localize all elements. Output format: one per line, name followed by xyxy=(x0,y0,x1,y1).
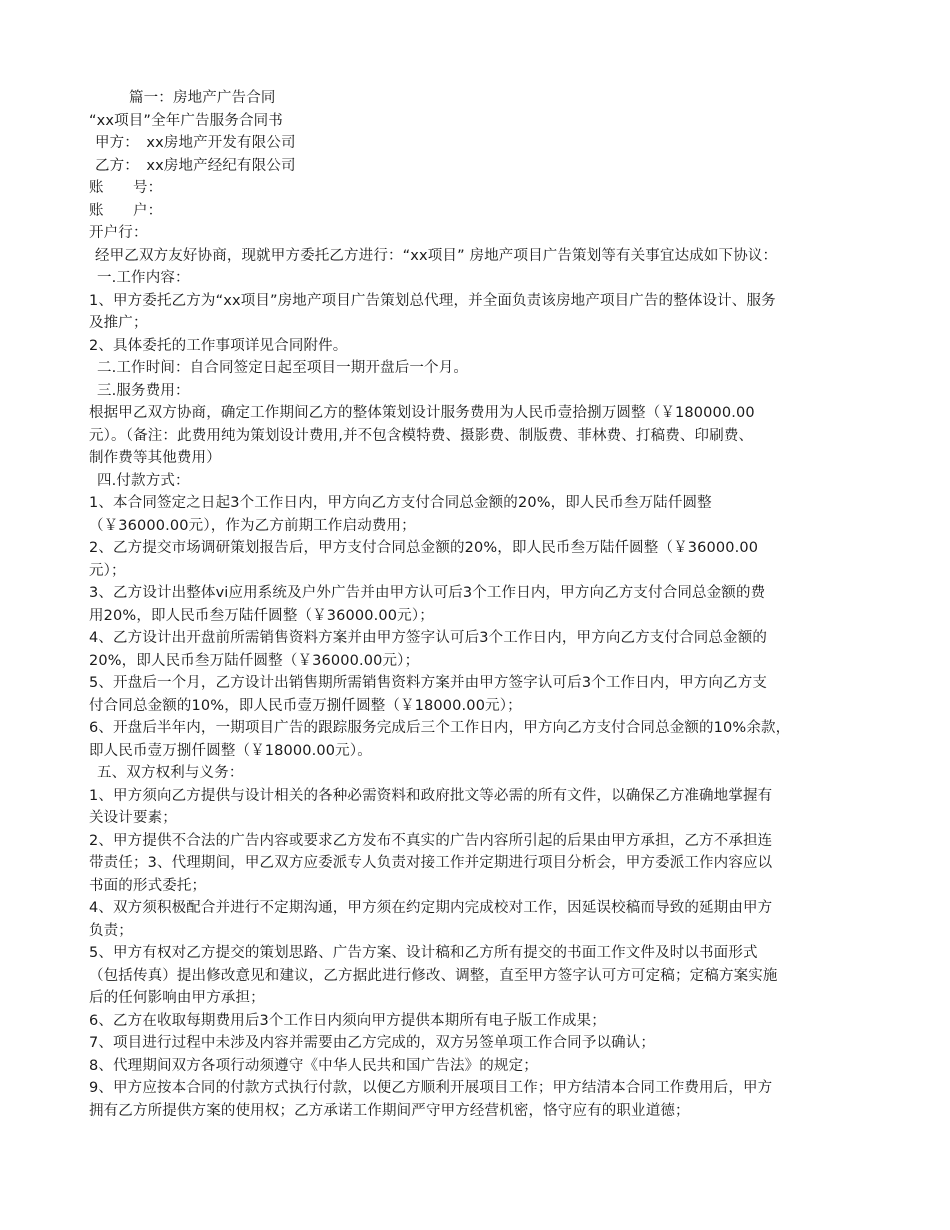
account-name-label: 账 户： xyxy=(89,202,163,219)
section-4-item-2-line-2: 元）； xyxy=(89,562,126,579)
section-4-item-5-line-1: 5、开盘后一个月，乙方设计出销售期所需销售资料方案并由甲方签字认可后3个工作日内，甲方向乙方支 xyxy=(89,675,767,691)
party-b: 乙方： xx房地产经纪有限公司 xyxy=(95,157,296,174)
section-5-item-7: 7、项目进行过程中未涉及内容并需要由乙方完成的，双方另签单项工作合同予以确认； xyxy=(89,1035,656,1051)
section-5-item-4-line-1: 4、双方须积极配合并进行不定期沟通，甲方须在约定期内完成校对工作，因延误校稿而导致的延期由甲方 xyxy=(89,900,773,916)
section-3-text-line-3: 制作费等其他费用） xyxy=(89,450,221,466)
section-5-item-8: 8、代理期间双方各项行动须遵守《中华人民共和国广告法》的规定； xyxy=(89,1057,538,1074)
section-4-item-1-line-1: 1、本合同签定之日起3个工作日内，甲方向乙方支付合同总金额的20%，即人民币叁万陆仟圆整 xyxy=(89,495,712,511)
section-5-item-1-line-2: 关设计要素； xyxy=(89,810,177,826)
section-4-item-5-line-2: 付合同总金额的10%，即人民币壹万捌仟圆整（￥18000.00元）； xyxy=(89,697,522,714)
account-number-label: 账 号： xyxy=(89,180,163,196)
preamble: 经甲乙双方友好协商，现就甲方委托乙方进行：“xx项目” 房地产项目广告策划等有关事宜达成如下协议： xyxy=(95,247,778,264)
section-5-item-1-line-1: 1、甲方须向乙方提供与设计相关的各种必需资料和政府批文等必需的所有文件，以确保乙方准确地掌握有 xyxy=(89,787,773,804)
section-4-item-6-line-2: 即人民币壹万捌仟圆整（￥18000.00元）。 xyxy=(89,742,372,759)
section-4-item-4-line-1: 4、乙方设计出开盘前所需销售资料方案并由甲方签字认可后3个工作日内，甲方向乙方支付合同总金额的 xyxy=(89,630,767,646)
contract-document xyxy=(89,87,869,1122)
section-5-item-6: 6、乙方在收取每期费用后3个工作日内须向甲方提供本期所有电子版工作成果； xyxy=(89,1012,606,1029)
section-1-item-1-line-2: 及推广； xyxy=(89,315,148,331)
section-4-item-2-line-1: 2、乙方提交市场调研策划报告后，甲方支付合同总金额的20%，即人民币叁万陆仟圆整（￥36000.00 xyxy=(89,540,759,556)
section-1-title: 一.工作内容： xyxy=(97,270,190,286)
contract-title: “xx项目”全年广告服务合同书 xyxy=(89,112,283,129)
section-5-item-2-line-2: 带责任；3、代理期间，甲乙双方应委派专人负责对接工作并定期进行项目分析会，甲方委派工作内容应以 xyxy=(89,855,773,871)
bank-label: 开户行： xyxy=(89,225,148,241)
section-5-item-5-line-3: 后的任何影响由甲方承担； xyxy=(89,990,265,1006)
section-5-item-9-line-1: 9、甲方应按本合同的付款方式执行付款，以便乙方顺利开展项目工作；甲方结清本合同工作费用后，甲方 xyxy=(89,1080,773,1096)
document-heading: 篇一：房地产广告合同 xyxy=(129,90,276,106)
section-5-item-5-line-1: 5、甲方有权对乙方提交的策划思路、广告方案、设计稿和乙方所有提交的书面工作文件及时以书面形式 xyxy=(89,945,758,961)
section-4-item-4-line-2: 20%，即人民币叁万陆仟圆整（￥36000.00元）； xyxy=(89,652,420,669)
section-5-item-9-line-2: 拥有乙方所提供方案的使用权；乙方承诺工作期间严守甲方经营机密，恪守应有的职业道德； xyxy=(89,1102,690,1119)
section-5-item-2-line-3: 书面的形式委托； xyxy=(89,877,207,894)
section-3-text-line-2: 元）。（备注：此费用纯为策划设计费用,并不包含模特费、摄影费、制版费、菲林费、打稿费、印刷费、 xyxy=(89,427,754,444)
section-4-item-3-line-2: 用20%，即人民币叁万陆仟圆整（￥36000.00元）； xyxy=(89,607,434,624)
section-3-title: 三.服务费用： xyxy=(97,382,190,399)
section-5-title: 五、双方权利与义务： xyxy=(97,765,244,781)
section-5-item-2-line-1: 2、甲方提供不合法的广告内容或要求乙方发布不真实的广告内容所引起的后果由甲方承担，乙方不承担连 xyxy=(89,832,773,849)
party-a: 甲方： xx房地产开发有限公司 xyxy=(95,135,296,151)
section-5-item-5-line-2: （包括传真）提出修改意见和建议，乙方据此进行修改、调整，直至甲方签字认可方可定稿；定稿方案实施 xyxy=(89,967,778,984)
section-2: 二.工作时间：自合同签定日起至项目一期开盘后一个月。 xyxy=(97,360,469,376)
section-1-item-2: 2、具体委托的工作事项详见合同附件。 xyxy=(89,337,348,354)
section-3-text-line-1: 根据甲乙双方协商，确定工作期间乙方的整体策划设计服务费用为人民币壹拾捌万圆整（￥180000.00 xyxy=(89,405,755,421)
section-4-item-6-line-1: 6、开盘后半年内，一期项目广告的跟踪服务完成后三个工作日内，甲方向乙方支付合同总金额的10%余款， xyxy=(89,720,791,736)
section-1-item-1-line-1: 1、甲方委托乙方为“xx项目”房地产项目广告策划总代理，并全面负责该房地产项目广告的整体设计、服务 xyxy=(89,292,776,309)
section-4-title: 四.付款方式： xyxy=(97,472,190,489)
section-5-item-4-line-2: 负责； xyxy=(89,922,133,939)
section-4-item-3-line-1: 3、乙方设计出整体vi应用系统及户外广告并由甲方认可后3个工作日内，甲方向乙方支付合同总金额的费 xyxy=(89,585,766,601)
section-4-item-1-line-2: （￥36000.00元），作为乙方前期工作启动费用； xyxy=(89,517,416,534)
